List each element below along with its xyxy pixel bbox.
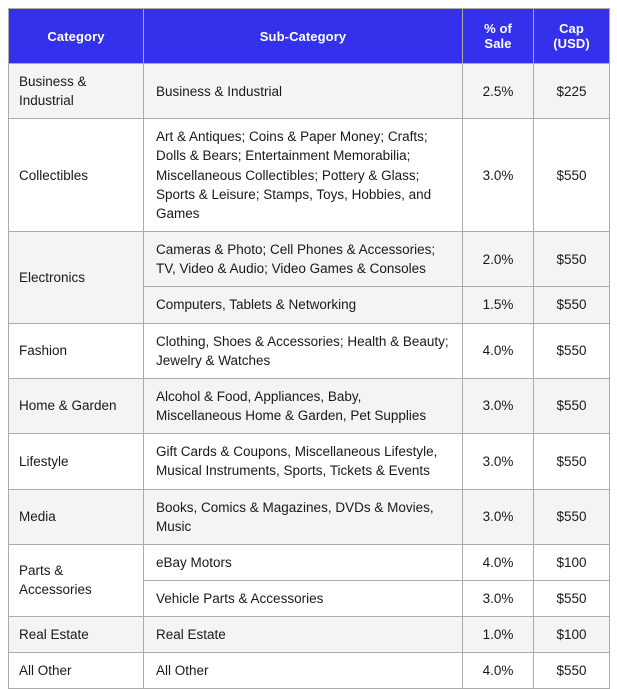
fee-table — [8, 8, 610, 689]
table-row — [9, 434, 610, 489]
cap-usd-cell: $100 — [534, 544, 610, 580]
table-row — [9, 544, 610, 580]
category-cell: Home & Garden — [9, 378, 144, 433]
fee-table-body — [9, 64, 610, 689]
column-header-category: Category — [9, 9, 144, 64]
table-row — [9, 323, 610, 378]
subcategory-cell: Computers, Tablets & Networking — [144, 287, 463, 323]
subcategory-cell: Vehicle Parts & Accessories — [144, 580, 463, 616]
pct-of-sale-cell: 4.0% — [463, 323, 534, 378]
category-cell: Business & Industrial — [9, 64, 144, 119]
pct-of-sale-cell: 1.0% — [463, 617, 534, 653]
subcategory-cell: eBay Motors — [144, 544, 463, 580]
header-row — [9, 9, 610, 64]
category-cell: Media — [9, 489, 144, 544]
subcategory-cell: Business & Industrial — [144, 64, 463, 119]
pct-of-sale-cell: 3.0% — [463, 489, 534, 544]
pct-of-sale-cell: 3.0% — [463, 580, 534, 616]
subcategory-cell: Clothing, Shoes & Accessories; Health & Beauty; Jewelry & Watches — [144, 323, 463, 378]
category-cell: Lifestyle — [9, 434, 144, 489]
cap-usd-cell: $550 — [534, 287, 610, 323]
cap-usd-cell: $550 — [534, 119, 610, 232]
subcategory-cell: Real Estate — [144, 617, 463, 653]
category-cell: Real Estate — [9, 617, 144, 653]
pct-of-sale-cell: 4.0% — [463, 653, 534, 689]
subcategory-cell: All Other — [144, 653, 463, 689]
cap-usd-cell: $550 — [534, 378, 610, 433]
pct-of-sale-cell: 3.0% — [463, 378, 534, 433]
subcategory-cell: Alcohol & Food, Appliances, Baby, Miscellaneous Home & Garden, Pet Supplies — [144, 378, 463, 433]
cap-usd-cell: $550 — [534, 580, 610, 616]
column-header-cap-usd: Cap (USD) — [534, 9, 610, 64]
table-row — [9, 232, 610, 287]
subcategory-cell: Gift Cards & Coupons, Miscellaneous Lifestyle, Musical Instruments, Sports, Tickets & Events — [144, 434, 463, 489]
cap-usd-cell: $550 — [534, 489, 610, 544]
table-row — [9, 617, 610, 653]
table-row — [9, 653, 610, 689]
pct-of-sale-cell: 3.0% — [463, 119, 534, 232]
pct-of-sale-cell: 2.5% — [463, 64, 534, 119]
subcategory-cell: Art & Antiques; Coins & Paper Money; Crafts; Dolls & Bears; Entertainment Memorabilia; Miscellaneous Collectibles; Pottery & Glass; Sports & Leisure; Stamps, Toys, Hobbies, and Games — [144, 119, 463, 232]
cap-usd-cell: $550 — [534, 653, 610, 689]
pct-of-sale-cell: 1.5% — [463, 287, 534, 323]
table-row — [9, 64, 610, 119]
pct-of-sale-cell: 2.0% — [463, 232, 534, 287]
pct-of-sale-cell: 4.0% — [463, 544, 534, 580]
column-header-pct-of-sale: % of Sale — [463, 9, 534, 64]
category-cell: All Other — [9, 653, 144, 689]
category-cell: Parts & Accessories — [9, 544, 144, 616]
subcategory-cell: Books, Comics & Magazines, DVDs & Movies, Music — [144, 489, 463, 544]
category-cell: Collectibles — [9, 119, 144, 232]
cap-usd-cell: $225 — [534, 64, 610, 119]
cap-usd-cell: $550 — [534, 434, 610, 489]
cap-usd-cell: $550 — [534, 232, 610, 287]
table-row — [9, 119, 610, 232]
cap-usd-cell: $550 — [534, 323, 610, 378]
category-cell: Electronics — [9, 232, 144, 323]
table-row — [9, 489, 610, 544]
table-row — [9, 378, 610, 433]
fee-table-header — [9, 9, 610, 64]
subcategory-cell: Cameras & Photo; Cell Phones & Accessories; TV, Video & Audio; Video Games & Consoles — [144, 232, 463, 287]
cap-usd-cell: $100 — [534, 617, 610, 653]
pct-of-sale-cell: 3.0% — [463, 434, 534, 489]
column-header-subcategory: Sub-Category — [144, 9, 463, 64]
category-cell: Fashion — [9, 323, 144, 378]
